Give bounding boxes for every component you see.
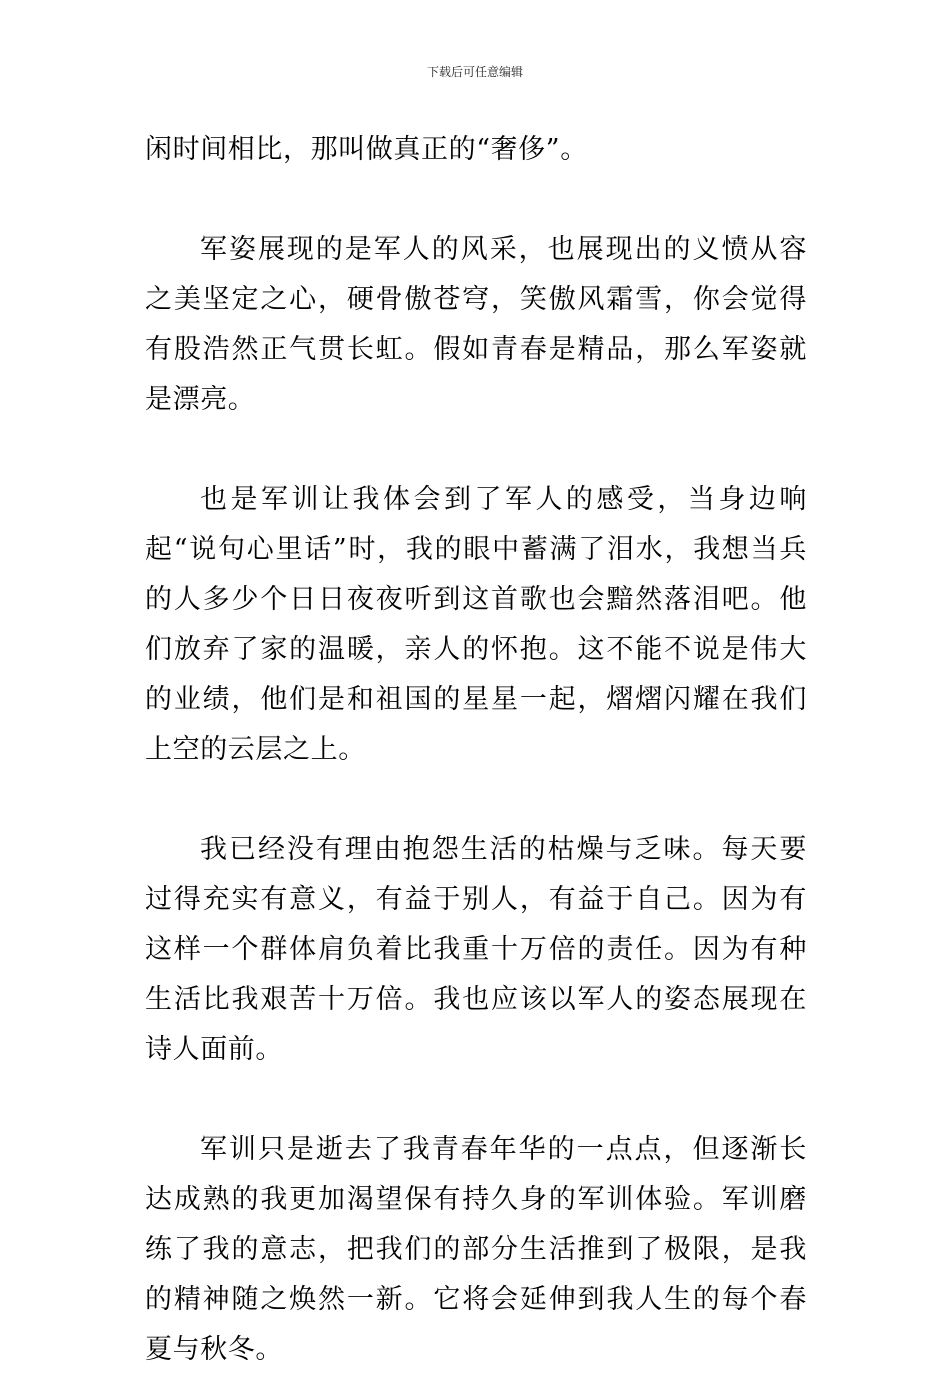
paragraph-soldier-feelings: 也是军训让我体会到了军人的感受，当身边响起“说句心里话”时，我的眼中蓄满了泪水，我想当兵的人多少个日日夜夜听到这首歌也会黯然落泪吧。他们放弃了家的温暖，亲人的怀抱。这不能不说是伟大的业绩，他们是和祖国的星星一起，熠熠闪耀在我们上空的云层之上。: [145, 484, 807, 765]
paragraph-continued: 闲时间相比，那叫做真正的“奢侈”。: [145, 134, 588, 165]
paragraph-no-complaints: 我已经没有理由抱怨生活的枯燥与乏味。每天要过得充实有意义，有益于别人，有益于自己。因为有这样一个群体肩负着比我重十万倍的责任。因为有种生活比我艰苦十万倍。我也应该以军人的姿态展现在诗人面前。: [145, 834, 807, 1065]
page-header: 下载后可任意编辑: [426, 65, 523, 79]
paragraph-military-posture: 军姿展现的是军人的风采，也展现出的义愤从容之美坚定之心，硬骨傲苍穹，笑傲风霜雪，你会觉得有股浩然正气贯长虹。假如青春是精品，那么军姿就是漂亮。: [145, 234, 807, 415]
document-body: [145, 125, 807, 1375]
paragraph-conclusion: 军训只是逝去了我青春年华的一点点，但逐渐长达成熟的我更加渴望保有持久身的军训体验。军训磨练了我的意志，把我们的部分生活推到了极限，是我的精神随之焕然一新。它将会延伸到我人生的每个春夏与秋冬。: [145, 1134, 807, 1365]
